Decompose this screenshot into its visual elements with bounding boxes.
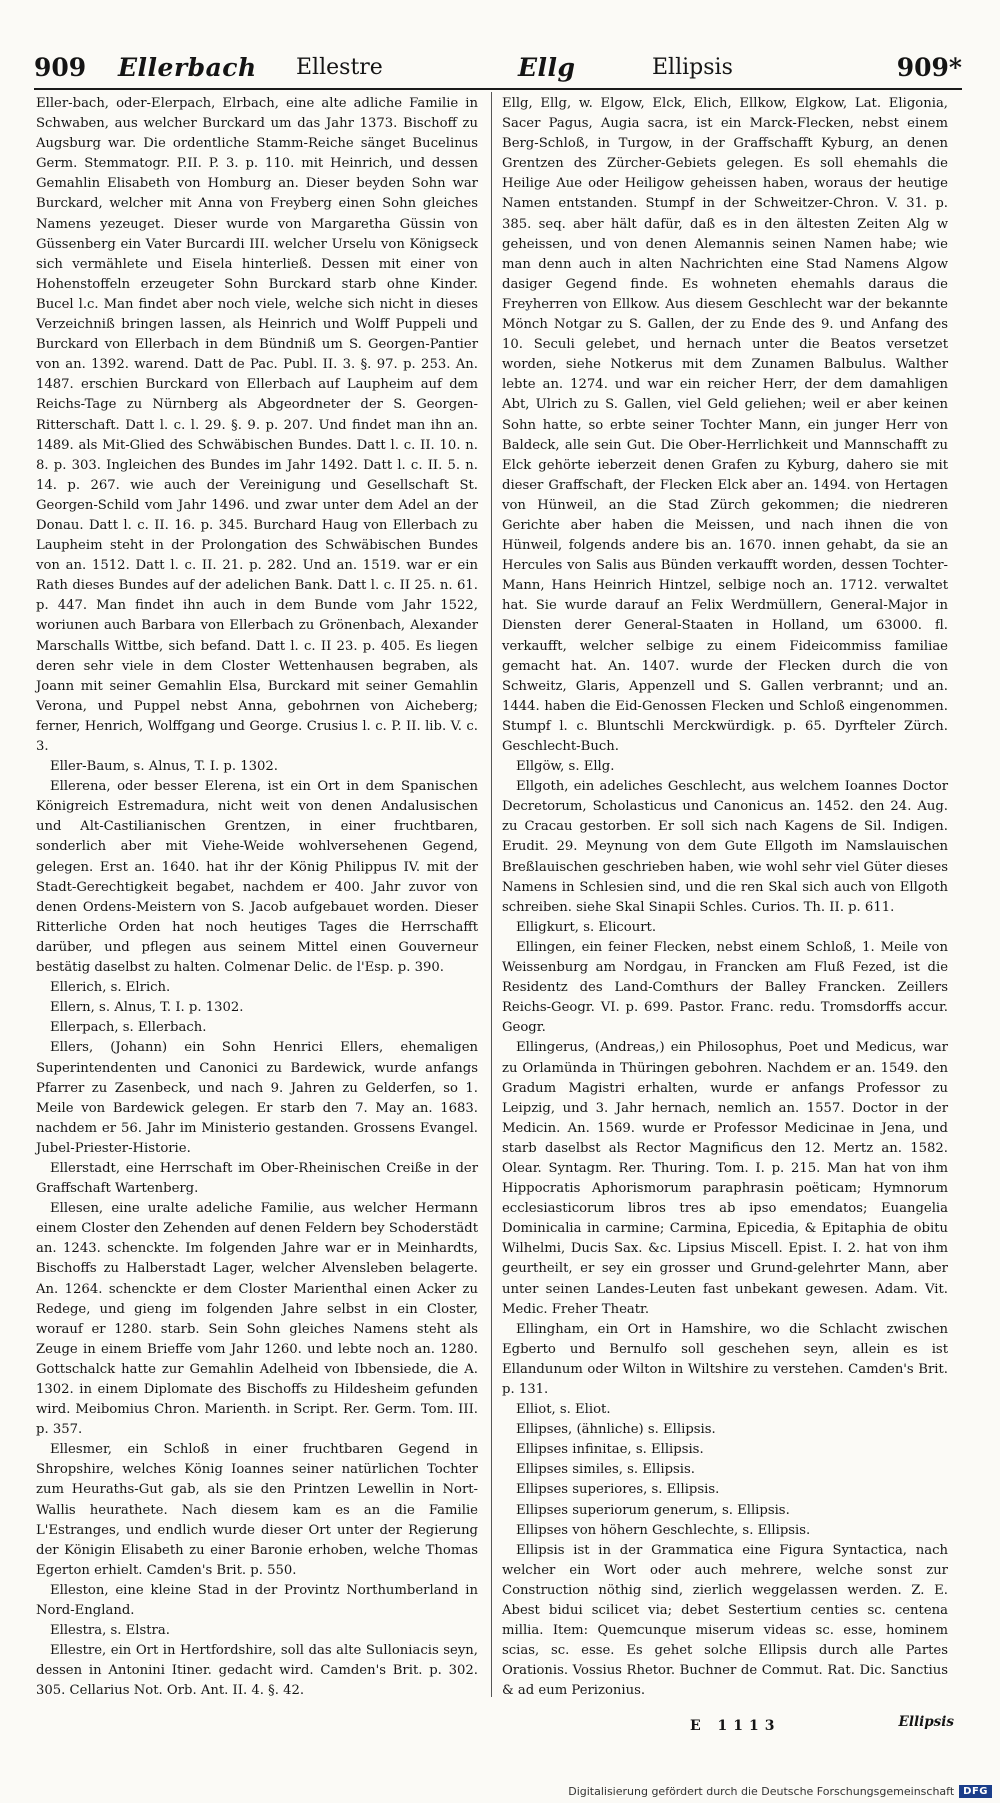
header-word-right-1: Ellg [518,53,576,82]
page-number-right: 909* [896,53,962,82]
entry-ellgoth: Ellgoth, ein adeliches Geschlecht, aus welchem Ioannes Doctor Decretorum, Scholasticus und Canonicus an. 1452. den 24. Aug. zu Cracau gestorben. Er soll sich nach Kagens de Sil. Indigen. Erudit. 29. Meynung von dem Gute Ellgoth im Namslauischen Breßlauischen geschrieben haben, wie wohl sehr viel Güter dieses Namens in Schlesien sind, und die ren Skal sich auch von Ellgoth schreiben. siehe Skal Sinapii Schles. Curios. Th. II. p. 611. [502,779,948,915]
signature-mark: E 1113 [690,1718,781,1734]
header-rule [34,88,962,90]
header-word-right-2: Ellipsis [652,55,733,80]
entry-ellerbach: Eller-bach, oder-Elerpach, Elrbach, eine alte adliche Familie in Schwaben, aus welcher Burckard um das Jahr 1373. Bischoff zu Augsburg war. Die ordentliche Stamm-Reiche sänget Bucelinus Germ. Stemmatogr. P.II. P. 3. p. 110. mit Heinrich, und dessen Gemahlin Elisabeth von Homburg an. Dieser beyden Sohn war Burckard, welcher mit Anna von Freyberg einen Sohn gleiches Namens yezeuget. Dieser wurde von Margaretha Güssin von Güssenberg ein Vater Burcardi III. welcher Urselu von Königseck sich vermählete und Eisela hinterließ. Dessen mit einer von Hohenstoffeln erzeugeter Sohn Burckard starb ohne Kinder. Bucel l.c. Man findet aber noch viele, welche sich nicht in dieses Verzeichniß bringen lassen, als Heinrich und Wolff Puppeli und Burckard von Ellerbach in dem Bündniß um S. Georgen-Pantier von an. 1392. warend. Datt de Pac. Publ. II. 3. §. 97. p. 253. An. 1487. erschien Burckard von Ellerbach auf Laupheim auf dem Reichs-Tage zu Nürnberg als Abgeordneter der S. Georgen-Ritterschaft. Datt l. c. l. 29. §. 9. p. 207. Und findet man ihn an. 1489. als Mit-Glied des Schwäbischen Bundes. Datt l. c. II. 10. n. 8. p. 303. Ingleichen des Bundes im Jahr 1492. Datt l. c. II. 5. n. 14. p. 267. wie auch der Vereinigung und Gesellschaft St. Georgen-Schild vom Jahr 1496. und zwar unter dem Adel an der Donau. Datt l. c. II. 16. p. 345. Burchard Haug von Ellerbach zu Laupheim steht in der Prolongation des Schwäbischen Bundes von an. 1512. Datt l. c. II. 21. p. 282. Und an. 1519. war er ein Rath dieses Bundes auf der adelichen Bank. Datt l. c. II 25. n. 61. p. 447. Man findet ihn auch in dem Bunde vom Jahr 1522, woriunen auch Barbara von Ellerbach zu Grönenbach, Alexander Marschalls Wittbe, sich befand. Datt l. c. II 23. p. 405. Es liegen deren sehr viele in dem Closter Wettenhausen begraben, als Joann mit seiner Gemahlin Elsa, Burckard mit seiner Gemahlin Verona, und Puppel nebst Anna, gebohrnen von Aicheberg; ferner, Henrich, Wolffgang und George. Crusius l. c. P. II. lib. V. c. 3. [36,96,478,754]
entry-ellg: Ellg, Ellg, w. Elgow, Elck, Elich, Ellkow, Elgkow, Lat. Eligonia, Sacer Pagus, Augia sacra, ist ein Marck-Flecken, nebst einem Berg-Schloß, in Turgow, in der Graffschafft Kyburg, an denen Grentzen des Zürcher-Gebiets gelegen. Es soll ehemahls die Heilige Aue oder Heiligow geheissen haben, woraus der heutige Namen entstanden. Stumpf in der Schweitzer-Chron. V. 31. p. 385. seq. aber hält dafür, daß es in den ältesten Zeiten Alg w geheissen, und von denen Alemannis seinen Namen habe; wie man denn auch in alten Nachrichten eine Stad Namens Algow dasiger Gegend finde. Es wohneten ehemahls daraus die Freyherren von Ellkow. Aus diesem Geschlecht war der bekannte Mönch Notgar zu S. Gallen, der zu Ende des 9. und Anfang des 10. Seculi gelebet, und hernach unter die Beatos versetzet worden, siehe Notkerus mit dem Zunamen Balbulus. Walther lebte an. 1274. und war ein reicher Herr, der dem damahligen Abt, Ulrich zu S. Gallen, viel Geld geliehen; weil er aber keinen Sohn hatte, so erbte seiner Tochter Mann, ein junger Herr von Baldeck, alle sein Gut. Die Ober-Herrlichkeit und Mannschafft zu Elck gehörte ieberzeit denen Grafen zu Kyburg, dahero sie mit dieser Graffschaft, der Flecken Elck aber an. 1494. von Hertagen von Hünweil, an die Stad Zürch gekommen; die niedreren Gerichte aber haben die Meissen, und nach ihnen die von Hünweil, folgends andere bis an. 1670. innen gehabt, da sie an Hercules von Salis aus Bünden verkaufft worden, dessen Tochter-Mann, Hans Heinrich Hintzel, selbige noch an. 1712. verwaltet hat. Sie wurde darauf an Felix Werdmüllern, General-Major in Diensten derer General-Staaten in Holland, um 63000. fl. verkaufft, welcher selbige zu einem Fideicommiss familiae gemacht hat. An. 1407. wurde der Flecken durch die von Schweitz, Glaris, Appenzell und S. Gallen verbrannt; und an. 1444. haben die Eid-Genossen Flecken und Schloß eingenommen. Stumpf l. c. Bluntschli Merckwürdigk. p. 65. Dyrfteler Zürch. Geschlecht-Buch. [502,96,948,754]
entry-ellingham: Ellingham, ein Ort in Hamshire, wo die Schlacht zwischen Egberto und Bernulfo soll geschehen seyn, allein es ist Ellandunum oder Wilton in Wiltshire zu verstehen. Camden's Brit. p. 131. [502,1321,948,1397]
right-column [502,94,948,1702]
entry-ellipses-superiorum: Ellipses superiorum generum, s. Ellipsis. [516,1502,790,1518]
entry-ellerena: Ellerena, oder besser Elerena, ist ein Ort in dem Spanischen Königreich Estremadura, nicht weit von denen Andalusischen und Alt-Castilianischen Grentzen, in einer fruchtbaren, sonderlich aber mit Viehe-Weide wohlversehenen Gegend, gelegen. Erst an. 1640. hat ihr der König Philippus IV. mit der Stadt-Gerechtigkeit begabet, nachdem er 400. Jahr zuvor von denen Ordens-Meistern von S. Jacob aufgebauet worden. Dieser Ritterliche Orden hat noch heutiges Tages die Herrschafft darüber, und pflegen aus seinem Mittel einen Gouverneur bestätig daselbst zu halten. Colmenar Delic. de l'Esp. p. 390. [36,779,478,976]
digitization-footer [568,1783,992,1799]
entry-ellipses-hoehern: Ellipses von höhern Geschlechte, s. Ellipsis. [516,1522,811,1538]
entry-ellestra: Ellestra, s. Elstra. [50,1623,170,1639]
entry-elliot: Elliot, s. Eliot. [516,1402,611,1418]
entry-ellerstadt: Ellerstadt, eine Herrschaft im Ober-Rheinischen Creiße in der Graffschaft Wartenberg. [36,1160,478,1197]
entry-ellingerus: Ellingerus, (Andreas,) ein Philosophus, Poet und Medicus, war zu Orlamünda in Thüringen gebohren. Nachdem er an. 1549. den Gradum Magistri erhalten, wurde er anfangs Professor zu Leipzig, und 3. Jahr hernach, nemlich an. 1557. Doctor in der Medicin. An. 1569. wurde er Professor Medicinae in Jena, und starb daselbst als Rector Magnificus den 12. Mertz an. 1582. Olear. Syntagm. Rer. Thuring. Tom. I. p. 215. Man hat von ihm Hippocratis Aphorismorum paraphrasin poëticam; Hymnorum ecclesiasticorum libros tres ab ipso emendatos; Euangelia Dominicalia in carmine; Carmina, Epicedia, & Epitaphia de obitu Wilhelmi, Ducis Sax. &c. Lipsius Miscell. Epist. I. 2. hat von ihm geurtheilt, er sey ein grosser und Grund-gelehrter Mann, aber unter seinen Landes-Leuten fast unbekant gewesen. Adam. Vit. Medic. Freher Theatr. [502,1040,948,1317]
left-column [36,94,478,1702]
entry-ellers: Ellers, (Johann) ein Sohn Henrici Ellers, ehemaligen Superintendenten und Canonici zu Bardewick, wurde anfangs Pfarrer zu Zasenbeck, und nach 9. Jahren zu Gelderfen, so 1. Meile von Bardewick gelegen. Er starb den 7. May an. 1683. nachdem er 56. Jahr im Ministerio gestanden. Grossens Evangel. Jubel-Priester-Historie. [36,1040,478,1156]
entry-ellesmer: Ellesmer, ein Schloß in einer fruchtbaren Gegend in Shropshire, welches König Ioannes seiner natürlichen Tochter zum Heuraths-Gut gab, als sie den Printzen Lewellin in Nort-Wallis heurathete. Nach diesem kam es an die Familie L'Estranges, und endlich wurde dieser Ort unter der Regierung der Königin Elisabeth zu einer Baronie erhoben, welche Thomas Egerton erhielt. Camden's Brit. p. 550. [36,1442,478,1578]
page-number-left: 909 [34,53,87,82]
entry-ellipsis: Ellipsis ist in der Grammatica eine Figura Syntactica, nach welcher ein Wort oder auch mehrere, welche sonst zur Construction nöthig sind, zierlich weggelassen werden. Z. E. Abest bidui scilicet via; debet Sestertium centies sc. centena millia. Item: Quemcunque miserum videas sc. esse, hominem scias, sc. esse. Es gehet solche Ellipsis durch alle Partes Orationis. Vossius Rhetor. Buchner de Commut. Rat. Dic. Sanctius & ad eum Perizonius. [502,1542,948,1699]
entry-elligkurt: Elligkurt, s. Elicourt. [516,919,657,935]
entry-eller-baum: Eller-Baum, s. Alnus, T. I. p. 1302. [50,759,279,775]
dfg-logo: DFG [959,1785,992,1798]
entry-ellesen: Ellesen, eine uralte adeliche Familie, aus welcher Hermann einem Closter den Zehenden auf denen Feldern bey Schoderstädt an. 1243. schenckte. Im folgenden Jahre war er in Meinhardts, Bischoffs zu Halberstadt Lager, welcher Alvensleben belagerte. An. 1264. schenckte er dem Closter Marienthal einen Acker zu Redege, und gieng im folgenden Jahre selbst in ein Closter, worauf er 1280. starb. Sein Sohn gleiches Namens steht als Zeuge in einem Brieffe vom Jahr 1260. und lebte noch an. 1280. Gottschalck hatte zur Gemahlin Adelheid von Ibbensiede, die A. 1302. in einem Diplomate des Bischoffs zu Hildesheim gefunden wird. Meibomius Chron. Marienth. in Script. Rer. Germ. Tom. III. p. 357. [36,1201,478,1438]
entry-elleston: Elleston, eine kleine Stad in der Provintz Northumberland in Nord-England. [36,1582,478,1619]
entry-ellern: Ellern, s. Alnus, T. I. p. 1302. [50,1000,244,1016]
footer-credit: Digitalisierung gefördert durch die Deutsche Forschungsgemeinschaft [568,1784,955,1798]
entry-ellerpach: Ellerpach, s. Ellerbach. [50,1020,207,1036]
catchword: Ellipsis [898,1714,954,1730]
column-divider [491,92,492,1697]
entry-ellipses-similes: Ellipses similes, s. Ellipsis. [516,1462,695,1478]
entry-ellgow: Ellgöw, s. Ellg. [516,759,615,775]
header-word-left-2: Ellestre [296,55,383,80]
entry-ellestre: Ellestre, ein Ort in Hertfordshire, soll das alte Sulloniacis seyn, dessen in Antonini Itiner. gedacht wird. Camden's Brit. p. 302. 305. Cellarius Not. Orb. Ant. II. 4. §. 42. [36,1643,478,1699]
entry-ellipses-aehnliche: Ellipses, (ähnliche) s. Ellipsis. [516,1422,716,1438]
running-header [34,52,962,86]
entry-ellingen: Ellingen, ein feiner Flecken, nebst einem Schloß, 1. Meile von Weissenburg am Nordgau, in Francken am Fluß Fezed, ist die Residentz des Land-Comthurs der Balley Francken. Zeillers Reichs-Geogr. VI. p. 699. Pastor. Franc. redu. Tromsdorffs accur. Geogr. [502,939,948,1036]
entry-ellipses-infinitae: Ellipses infinitae, s. Ellipsis. [516,1442,704,1458]
entry-ellipses-superiores: Ellipses superiores, s. Ellipsis. [516,1482,720,1498]
header-word-left-1: Ellerbach [118,53,257,82]
entry-ellerich: Ellerich, s. Elrich. [50,980,171,996]
